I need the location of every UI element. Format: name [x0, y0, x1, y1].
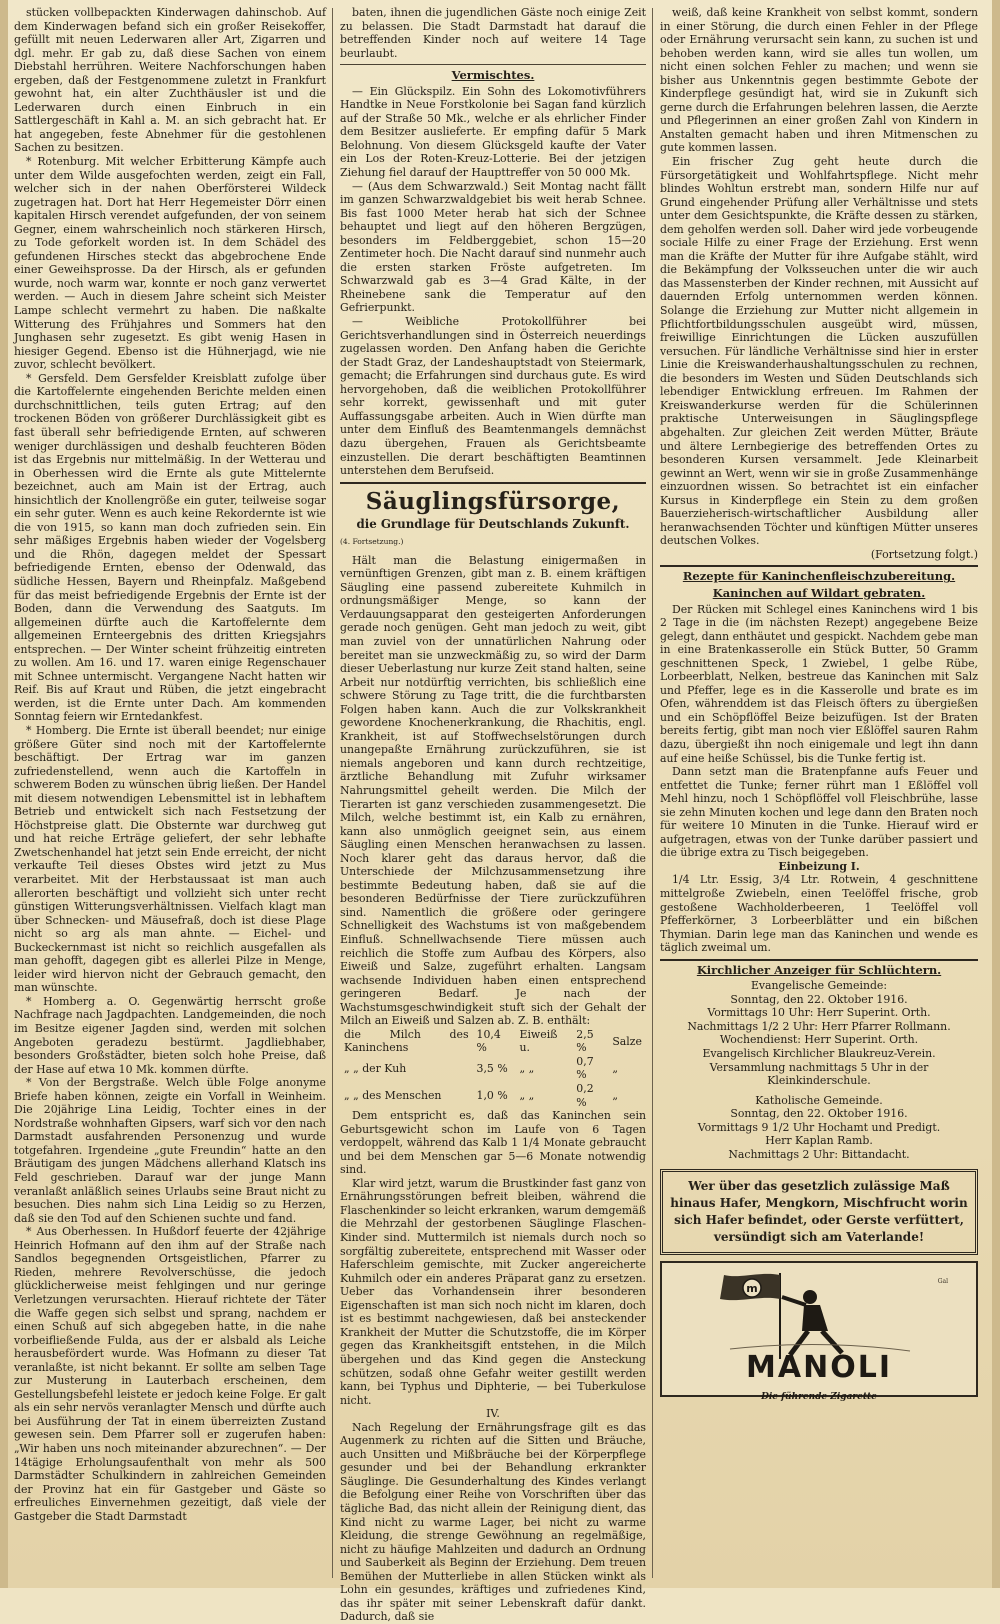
- table-cell: „ „ der Kuh: [344, 1061, 407, 1075]
- church-line: Evangelische Gemeinde:: [750, 979, 888, 993]
- table-cell: die Milch des Kaninchens: [344, 1027, 469, 1055]
- column-divider: [652, 8, 653, 1578]
- church-line: Sonntag, den 22. Oktober 1916.: [730, 1107, 908, 1121]
- table-cell: 3,5 %: [476, 1061, 508, 1075]
- church-line: Evangelisch Kirchlicher Blaukreuz-Verein.: [702, 1047, 936, 1061]
- table-row: [340, 1082, 646, 1109]
- artist-mark: Gal: [937, 1278, 948, 1286]
- column-divider: [332, 8, 333, 1578]
- church-line: Sonntag, den 22. Oktober 1916.: [730, 992, 908, 1006]
- table-cell: 10,4 %: [476, 1027, 501, 1055]
- table-row: [340, 1055, 646, 1082]
- milk-composition-table: [340, 1028, 646, 1109]
- section-number: IV.: [486, 1407, 500, 1421]
- column-1: [14, 6, 326, 1580]
- column-3: [660, 6, 978, 1580]
- recipe-heading: Rezepte für Kaninchenfleischzubereitung.: [682, 569, 956, 584]
- article-paragraph: baten, ihnen die jugendlichen Gäste noch einige Zeit zu belassen. Die Stadt Darmstadt hat darauf die betreffenden Kinder noch auf weitere 14 Tage beurlaubt.: [340, 6, 646, 60]
- church-line: Nachmittags 1/2 2 Uhr: Herr Pfarrer Rollmann.: [687, 1019, 951, 1033]
- table-cell: Eiweiß u.: [519, 1027, 558, 1055]
- table-cell: 0,7 %: [576, 1054, 594, 1082]
- misc-heading: Vermischtes.: [451, 68, 535, 83]
- article-subtitle: die Grundlage für Deutschlands Zukunft.: [356, 516, 630, 531]
- separator: [340, 64, 646, 65]
- church-heading: Kirchlicher Anzeiger für Schlüchtern.: [696, 962, 942, 977]
- church-line: Vormittags 9 1/2 Uhr Hochamt und Predigt.: [697, 1120, 941, 1134]
- article-paragraph: * Homberg. Die Ernte ist überall beendet; nur einige größere Güter sind noch mit der Kartoffelernte beschäftigt. Der Ertrag war im ganzen zufriedenstellend, wenn auch die Kartoffeln in schwerem Boden zu wünschen übrig ließen. Der Handel mit diesem notwendigen Lebensmittel ist in lebhaftem Betrieb und entwickelt sich nach Festsetzung der Höchstpreise glatt. Die Obsternte war durchweg gut und hat reiche Erträge geliefert, der sehr lebhafte Zwetschenhandel hat jetzt sein Ende erreicht, der nicht verkaufte Teil dieses Obstes wird jetzt zu Mus verarbeitet. Mit der Herbstaussaat ist man auch allerorten beschäftigt und vollzieht sich unter recht günstigen Witterungsverhältnissen. Vielfach klagt man über Schnecken- und Mäusefraß, doch ist diese Plage nicht so arg als man ahnte. — Eichel- und Buckeckernmast ist nicht so reichlich ausgefallen als man gehofft, dagegen gibt es allerlei Pilze in Menge, leider wird hiervon nicht der Gebrauch gemacht, den man wünschte.: [14, 723, 326, 995]
- article-paragraph: Nach Regelung der Ernährungsfrage gilt es das Augenmerk zu richten auf die Sitten und Bräuche, auch Unsitten und Mißbräuche bei der Körperpflege gesunder und bei der Behandlung erkrankter Säuglinge. Die Gesunderhaltung des Kindes verlangt die Befolgung einer Reihe von Vorschriften über das tägliche Bad, das nicht allein der Reinigung dient, das Kind nicht zu warme Lager, bei nicht zu warme Kleidung, die strenge Gewöhnung an regelmäßige, nicht zu häufige Mahlzeiten und dadurch an Ordnung und Sauberkeit als Beginn der Erziehung. Dem treuen Bemühen der Mutterliebe in allen Stücken winkt als Lohn ein gesundes, kräftiges und zufriedenes Kind, das ihr später mit seiner Lebenskraft dafür dankt. Dadurch, daß sie: [340, 1420, 646, 1624]
- column-2: [340, 6, 646, 1624]
- continuation-note: (Fortsetzung folgt.): [870, 547, 978, 561]
- table-cell: 2,5 %: [576, 1027, 594, 1055]
- svg-text:m: m: [746, 1282, 758, 1296]
- article-paragraph: Hält man die Belastung einigermaßen in vernünftigen Grenzen, gibt man z. B. einem kräftigen Säugling eine passend zubereitete Kuhmilch in ordnungsmäßiger Menge, so kann der Verdauungsapparat den gesteigerten Anforderungen gerade noch genügen. Geht man jedoch zu weit, gibt man zuviel von der unnatürlichen Nahrung oder bereitet man sie unzweckmäßig zu, so wird der Darm dieser Ueberlastung nur kurze Zeit stand halten, seine Arbeit nur notdürftig verrichten, bis schließlich eine schwere Störung zu Tage tritt, die die furchtbarsten Folgen haben kann. Auch die zur Volkskrankheit gewordene Knochenerkrankung, die Rhachitis, engl. Krankheit, ist auf Stoffwechselstörungen durch unangepaßte Ernährung zurückzuführen, sie ist niemals angeboren und kann durch rechtzeitige, ärztliche Behandlung mit Zufuhr wirksamer Nahrungsmittel geheilt werden. Die Milch der Tierarten ist ganz verschieden zusammengesetzt. Die Milch, welche bestimmt ist, ein Kalb zu ernähren, kann also unmöglich geeignet sein, aus einem Säugling einen Menschen heranwachsen zu lassen. Noch klarer geht das daraus hervor, daß die Unterschiede der Milchzusammensetzung ihre bestimmte Bedeutung haben, daß sie auf die besonderen Bedürfnisse der Tiere zurückzuführen sind. Namentlich die größere oder geringere Schnelligkeit des Wachstums ist von maßgebendem Einfluß. Schnellwachsende Tiere müssen auch reichlich die Stoffe zum Aufbau des Körpers, also Eiweiß und Salze, zugeführt erhalten. Langsam wachsende Individuen haben einen entsprechend geringeren Bedarf. Je nach der Wachstumsgeschwindigkeit stuft sich der Gehalt der Milch an Eiweiß und Salzen ab. Z. B. enthält:: [340, 553, 646, 1028]
- ad-brand: MANOLI: [746, 1350, 892, 1386]
- manoli-advertisement: [660, 1261, 978, 1403]
- article-paragraph: * Rotenburg. Mit welcher Erbitterung Kämpfe auch unter dem Wilde ausgefochten werden, zeigt ein Fall, welcher sich in der nahen Oberförsterei Wildeck zugetragen hat. Dort hat Herr Hegemeister Dörr einen kapitalen Hirsch verendet aufgefunden, der von seinem Gegner, einem wahrscheinlich noch stärkeren Hirsch, zu Tode geforkelt worden ist. In dem Schädel des gefundenen Hirsches steckt das abgebrochene Ende einer Geweihsprosse. Da der Hirsch, als er gefunden wurde, noch warm war, konnte er noch ganz verwertet werden. — Auch in diesem Jahre scheint sich Meister Lampe schlecht vermehrt zu haben. Die naßkalte Witterung des Frühjahres und Sommers hat den Junghasen sehr zugesetzt. Es gibt wenig Hasen in hiesiger Gegend. Ebenso ist die Hühnerjagd, wie nie zuvor, schlecht bevölkert.: [14, 155, 326, 372]
- misc-item: — Weibliche Protokollführer bei Gerichtsverhandlungen sind in Österreich neuerdings zugelassen worden. Den Anfang haben die Gerichte der Stadt Graz, der Landeshauptstadt von Steiermark, gemacht; die Erfahrungen sind durchaus gute. Es wird hervorgehoben, daß die weiblichen Protokollführer sehr korrekt, gewissenhaft und mit guter Auffassungsgabe arbeiten. Auch in Wien dürfte man unter dem Einfluß des Beamtenmangels demnächst dazu übergehen, Frauen als Gerichtsbeamte einzustellen. Die derart beschäftigten Beamtinnen unterstehen dem Berufseid.: [340, 315, 646, 478]
- church-line: Katholische Gemeinde.: [755, 1093, 883, 1107]
- article-paragraph: * Von der Bergstraße. Welch üble Folge anonyme Briefe haben können, zeigte ein Vorfall in Weinheim. Die 20jährige Lina Leidig, Tochter eines in der Nordstraße wohnhaften Gipsers, warf sich vor den nach Darmstadt ausfahrenden Personenzug und wurde totgefahren. Irgendeine „gute Freundin“ hatte an den Bräutigam des jungen Mädchens allerhand Klatsch ins Feld geschrieben. Darauf war der junge Mann veranlaßt anläßlich seines Urlaubs seine Braut nicht zu besuchen. Dies nahm sich Lina Leidig so zu Herzen, daß sie den Tod auf den Schienen suchte und fand.: [14, 1076, 326, 1225]
- article-paragraph: * Homberg a. O. Gegenwärtig herrscht große Nachfrage nach Jagdpachten. Landgemeinden, die noch im Besitze eigener Jagden sind, werden mit solchen Angeboten geradezu bestürmt. Jagdliebhaber, besonders Großstädter, bieten solch hohe Preise, daß der Hase auf etwa 10 Mk. kommen dürfte.: [14, 994, 326, 1076]
- church-line: Herr Kaplan Ramb.: [765, 1134, 873, 1148]
- table-cell: „ „: [519, 1061, 535, 1075]
- separator: [660, 959, 978, 961]
- recipe-paragraph: 1/4 Ltr. Essig, 3/4 Ltr. Rotwein, 4 geschnittene mittelgroße Zwiebeln, einen Teelöffel frische, grob gestoßene Wachholderbeeren, 1 Teelöffel voll Pfefferkörner, 3 Lorbeerblätter und ein bißchen Thymian. Darin lege man das Kaninchen und wende es täglich zweimal um.: [660, 873, 978, 955]
- misc-item: — Ein Glückspilz. Ein Sohn des Lokomotivführers Handtke in Neue Forstkolonie bei Sagan fand kürzlich auf der Straße 50 Mk., welche er als ehrlicher Finder dem Besitzer auslieferte. Er empfing dafür 5 Mark Belohnung. Von diesem Glücksgeld kaufte der Vater ein Los der Roten-Kreuz-Lotterie. Bei der jetzigen Ziehung fiel darauf der Haupttreffer von 50 000 Mk.: [340, 84, 646, 180]
- article-paragraph: Klar wird jetzt, warum die Brustkinder fast ganz von Ernährungsstörungen befreit bleiben, während die Flaschenkinder so leicht erkranken, warum demgemäß die Mehrzahl der gestorbenen Säuglinge Flaschen-Kinder sind. Muttermilch ist niemals durch noch so sorgfältig zubereitete, entsprechend mit Wasser oder Haferschleim gemischte, mit Zucker angereicherte Kuhmilch oder ein anderes Präparat ganz zu ersetzen. Ueber das Vorhandensein ihrer besonderen Eigenschaften ist man sich noch nicht im klaren, doch ist es bestimmt nachgewiesen, daß bei ansteckender Krankheit der Mutter die Schutzstoffe, die im Körper gegen das Krankheitsgift entstehen, in die Milch übergehen und das Kind gegen die Ansteckung schützen, sodaß ohne Gefahr weiter gestillt werden kann, bei Typhus und Diphterie, — bei Tuberkulose nicht.: [340, 1176, 646, 1407]
- article-paragraph: weiß, daß keine Krankheit von selbst kommt, sondern in einer Störung, die durch einen Fehler in der Pflege oder Ernährung verursacht sein kann, zu suchen ist und behoben werden kann, wird sie alles tun wollen, um nicht einen solchen Fehler zu machen; und wenn sie bisher aus Unkenntnis gegen bestimmte Gebote der Kinderpflege gesündigt hat, wird sie in Zukunft sich gerne durch die Erfahrungen belehren lassen, die Aerzte und Pflegerinnen an einer großen Zahl von Kindern in Anstalten gemacht haben und ihren Mitmenschen zu gute kommen lassen.: [660, 6, 978, 155]
- article-paragraph: stücken vollbepackten Kinderwagen dahinschob. Auf dem Kinderwagen befand sich ein großer Reisekoffer, gefüllt mit neuen Lederwaren aller Art, Zigarren und dgl. mehr. Er gab zu, daß diese Sachen von einem Diebstahl herrühren. Weitere Nachforschungen haben ergeben, daß der Festgenommene zuletzt in Frankfurt gewohnt hat, ein alter Zuchthäusler ist und die Lederwaren durch einen Einbruch in ein Sattlergeschäft in Kahl a. M. an sich gebracht hat. Er hat angegeben, feste Abnehmer für die gestohlenen Sachen zu besitzen.: [14, 6, 326, 155]
- flag-bearer-illustration: [670, 1269, 970, 1361]
- left-page-edge: [0, 0, 8, 1588]
- table-cell: „: [612, 1088, 618, 1102]
- separator: [340, 482, 646, 484]
- article-paragraph: Dem entspricht es, daß das Kaninchen sein Geburtsgewicht schon im Laufe von 6 Tagen verdoppelt, während das Kalb 1 1/4 Monate gebraucht und bei dem Menschen gar 5—6 Monate notwendig sind.: [340, 1109, 646, 1177]
- church-line: Versammlung nachmittags 5 Uhr in der Kleinkinderschule.: [709, 1060, 929, 1088]
- recipe-subheading: Kaninchen auf Wildart gebraten.: [712, 585, 926, 600]
- table-row: [340, 1028, 646, 1055]
- table-cell: „ „: [519, 1088, 535, 1102]
- table-cell: 0,2 %: [576, 1082, 594, 1109]
- article-paragraph: * Aus Oberhessen. In Hußdorf feuerte der 42jährige Heinrich Hofmann auf den ihm auf der Straße nach Sandlos begegnenden Ortsgeistlichen, Pfarrer zu Rieden, mehrere Revolverschüsse, die jedoch glücklicherweise meist fehlgingen und nur geringe Verletzungen verursachten. Hierauf richtete der Täter die Waffe gegen sich selbst und sprang, nachdem er einen Schuß auf sich abgegeben hatte, in die nahe vorbeifließende Fulda, aus der er alsbald als Leiche herausbefördert wurde. Was Hofmann zu dieser Tat veranlaßte, ist nicht bekannt. Er sollte am selben Tage zur Musterung in Lauterbach erscheinen, dem Gestellungsbefehl leistete er jedoch keine Folge. Er galt als ein sehr nervös veranlagter Mensch und dürfte auch bei Ausführung der Tat in einem überreizten Zustand gewesen sein. Dem Pfarrer soll er zugerufen haben: „Wir haben uns noch miteinander abzurechnen“. — Der 14tägige Erholungsaufenthalt von mehr als 500 Darmstädter Schulkindern in zahlreichen Gemeinden der Provinz hat ein für Gastgeber und Gäste so erfreuliches Einvernehmen gezeitigt, daß viele der Gastgeber die Stadt Darmstadt: [14, 1225, 326, 1523]
- table-cell: 1,0 %: [476, 1088, 508, 1102]
- article-title: Säuglingsfürsorge,: [365, 487, 621, 515]
- recipe-paragraph: Der Rücken mit Schlegel eines Kaninchens wird 1 bis 2 Tage in die (im nächsten Rezept) angegebene Beize gelegt, dann enthäutet und gespickt. Nachdem gebe man in eine Bratenkasserolle ein Stück Butter, 50 Gramm geschnittenen Speck, 1 Zwiebel, 1 gelbe Rübe, Lorbeerblatt, Nelken, bestreue das Kaninchen mit Salz und Pfeffer, lege es in die Kasserolle und brate es im Ofen, währenddem ist das Fleisch öfters zu übergießen und ein Schöpflöffel Beize beizufügen. Ist der Braten bereits fertig, gibt man noch vier Eßlöffel sauren Rahm dazu, übergießt ihn noch einigemale und legt ihn dann auf eine heiße Schüssel, bis die Tunke fertig ist.: [660, 602, 978, 765]
- misc-item: — (Aus dem Schwarzwald.) Seit Montag nacht fällt im ganzen Schwarzwaldgebiet bis weit herab Schnee. Bis fast 1000 Meter herab hat sich der Schnee behauptet und liegt auf den höheren Bergzügen, besonders im Feldberggebiet, schon 15—20 Zentimeter hoch. Die Nacht darauf sind nunmehr auch die ersten starken Fröste aufgetreten. Im Schwarzwald gab es 3—4 Grad Kälte, in der Rheinebene sank die Temperatur auf den Gefrierpunkt.: [340, 179, 646, 315]
- church-line: Vormittags 10 Uhr: Herr Superint. Orth.: [707, 1006, 931, 1020]
- church-notice: [660, 964, 978, 1162]
- right-page-edge: [992, 0, 1000, 1588]
- recipe-paragraph: Dann setzt man die Bratenpfanne aufs Feuer und entfettet die Tunke; ferner rührt man 1 Eßlöffel voll Mehl hinzu, noch 1 Schöpflöffel voll Fleischbrühe, lasse sie zehn Minuten kochen und lege dann den Braten noch für weitere 10 Minuten in die Tunke. Hierauf wird er aufgetragen, etwas von der Tunke darüber passiert und die übrige extra zu Tisch beigegeben.: [660, 765, 978, 860]
- article-paragraph: Ein frischer Zug geht heute durch die Fürsorgetätigkeit und Wohlfahrtspflege. Nicht mehr blindes Wohltun erstrebt man, sondern Hilfe nur auf Grund eingehender Prüfung aller Verhältnisse und stets unter dem Gesichtspunkte, die Kräfte dessen zu stärken, dem geholfen werden soll. Daher wird jede vorbeugende sociale Hilfe zu einer Frage der Erziehung. Erst wenn man die Kräfte der Mutter für ihre Aufgabe stählt, wird die Bekämpfung der Volksseuchen unter die wir auch das Massensterben der Kinder rechnen, mit Aussicht auf dauernden Erfolg unternommen werden können. Solange die Erziehung zur Mutter nicht allgemein in Pflichtfortbildungsschulen ausgeübt wird, müssen, freiwillige Einrichtungen die Lücken auszufüllen versuchen. Für ländliche Verhältnisse sind hier in erster Linie die Kreiswanderhaushaltungsschulen zu rechnen, die besonders im Westen und Süden Deutschlands sich lebendiger Entwicklung erfreuen. Im Rahmen der Kreiswanderkurse werden für die Schülerinnen praktische Unterweisungen in Säuglingspflege abgehalten. Zur gleichen Zeit werden Mütter, Bräute und ältere Lernbegierige des betreffenden Ortes zu besonderen Kursen versammelt. Jede Kleinarbeit gewinnt an Wert, wenn wir sie in große Zusammenhänge einzuordnen wissen. So betrachtet ist ein einfacher Kursus in Kinderpflege ein Stein zu dem großen Bauerzieherisch-wirtschaftlicher Ausbildung aller heranwachsenden Töchter und künftigen Mütter unseres deutschen Volkes.: [660, 155, 978, 548]
- separator: [660, 565, 978, 567]
- einbeizung-heading: Einbeizung I.: [778, 859, 860, 873]
- ad-slogan: Die führende Zigarette: [761, 1392, 877, 1403]
- continuation-note: (4. Fortsetzung.): [340, 537, 404, 547]
- church-line: Nachmittags 2 Uhr: Bittandacht.: [728, 1147, 910, 1161]
- grain-feeding-notice: Wer über das gesetzlich zulässige Maß hinaus Hafer, Mengkorn, Mischfrucht worin sich Hafer befindet, oder Gerste verfüttert, versündigt sich am Vaterlande!: [660, 1169, 978, 1255]
- article-paragraph: * Gersfeld. Dem Gersfelder Kreisblatt zufolge über die Kartoffelernte eingehenden Berichte melden einen durchschnittlichen, teils guten Ertrag; auf den trockenen Böden von größerer Durchlässigkeit gibt es fast überall sehr befriedigende Ernten, auf schweren weniger durchlässigen und deshalb feuchteren Böden ist das Ergebnis nur mittelmäßig. In der Wetterau und in Oberhessen wird die Ernte als gute Mittelernte bezeichnet, auch am Main ist der Ertrag, auch hinsichtlich der Knollengröße ein guter, teilweise sogar ein sehr guter. Wenn es auch keine Rekordernte ist wie die von 1915, so kann man doch zufrieden sein. Ein sehr mäßiges Ergebnis haben wieder der Vogelsberg und die Rhön, dagegen meldet der Spessart befriedigende Ernten, ebenso der Odenwald, das südliche Hessen, Bayern und Rheinpfalz. Maßgebend für das meist befriedigende Ergebnis der Ernte ist der Boden, dann die Verwendung des Saatguts. Im allgemeinen dürfte auch die Kartoffelernte dem allgemeinen Ernteergebnis des dritten Kriegsjahrs entsprechen. — Der Winter scheint frühzeitig eintreten zu wollen. Am 16. und 17. waren einige Regenschauer mit Schnee untermischt. Vergangene Nacht hatten wir Reif. Bis auf Kraut und Rüben, die jetzt eingebracht werden, ist die Ernte unter Dach. Am kommenden Sonntag feiern wir Erntedankfest.: [14, 371, 326, 724]
- church-line: Wochendienst: Herr Superint. Orth.: [719, 1033, 919, 1047]
- table-cell: Salze: [612, 1034, 642, 1048]
- table-cell: „: [612, 1061, 618, 1075]
- table-cell: „ „ des Menschen: [344, 1088, 442, 1102]
